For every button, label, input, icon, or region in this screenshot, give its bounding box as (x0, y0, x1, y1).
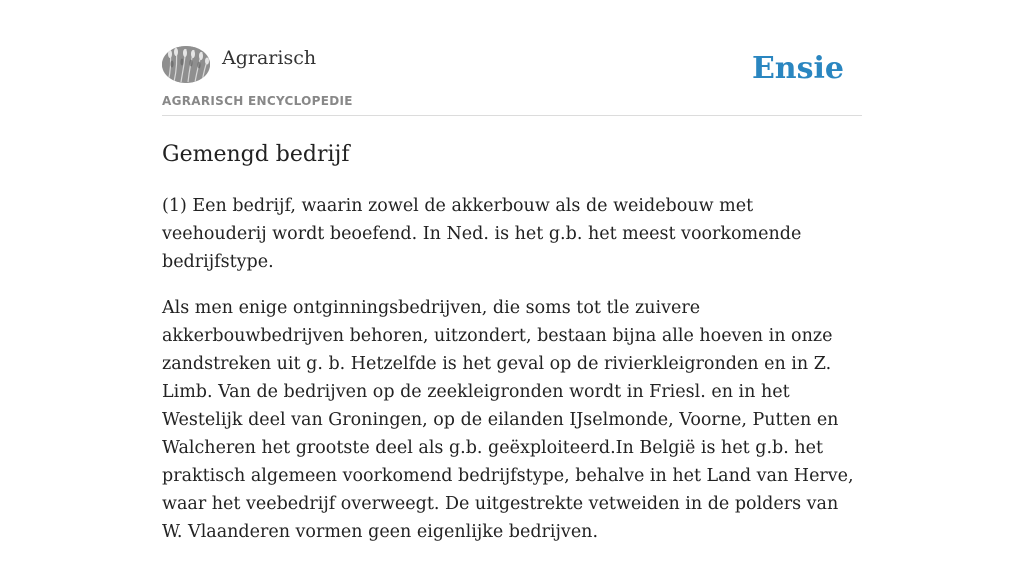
article-paragraph: (1) Een bedrijf, waarin zowel de akkerbouw als de weidebouw met veehouderij wordt beoefend. In Ned. is het g.b. het meest voorkomende bedrijfstype. (162, 196, 802, 272)
article-paragraph: Als men enige ontginningsbedrijven, die soms tot tle zuivere akkerbouwbedrijven behoren, uitzondert, bestaan bijna alle hoeven in onze zandstreken uit g. b. Hetzelfde is het geval op de rivierkleigronden en in Z. Limb. Van de bedrijven op de zeekleigronden wordt in Friesl. en in het Westelijk deel van Groningen, op de eilanden IJselmonde, Voorne, Putten en Walcheren het grootste deel als g.b. geëxploiteerd.In België is het g.b. het praktisch algemeen voorkomend bedrijfstype, behalve in het Land van Herve, waar het veebedrijf overweegt. De uitgestrekte vetweiden in de polders van W. Vlaanderen vormen geen eigenlijke bedrijven. (162, 298, 854, 542)
site-header (162, 0, 862, 116)
wheat-ears-icon[interactable] (162, 46, 210, 83)
ensie-logo[interactable]: Ensie (751, 51, 844, 86)
article-title: Gemengd bedrijf (162, 142, 350, 167)
page (162, 0, 862, 542)
article-body (162, 192, 862, 564)
brand-subtitle: AGRARISCH ENCYCLOPEDIE (162, 94, 353, 108)
brand-name[interactable]: Agrarisch (222, 47, 317, 69)
